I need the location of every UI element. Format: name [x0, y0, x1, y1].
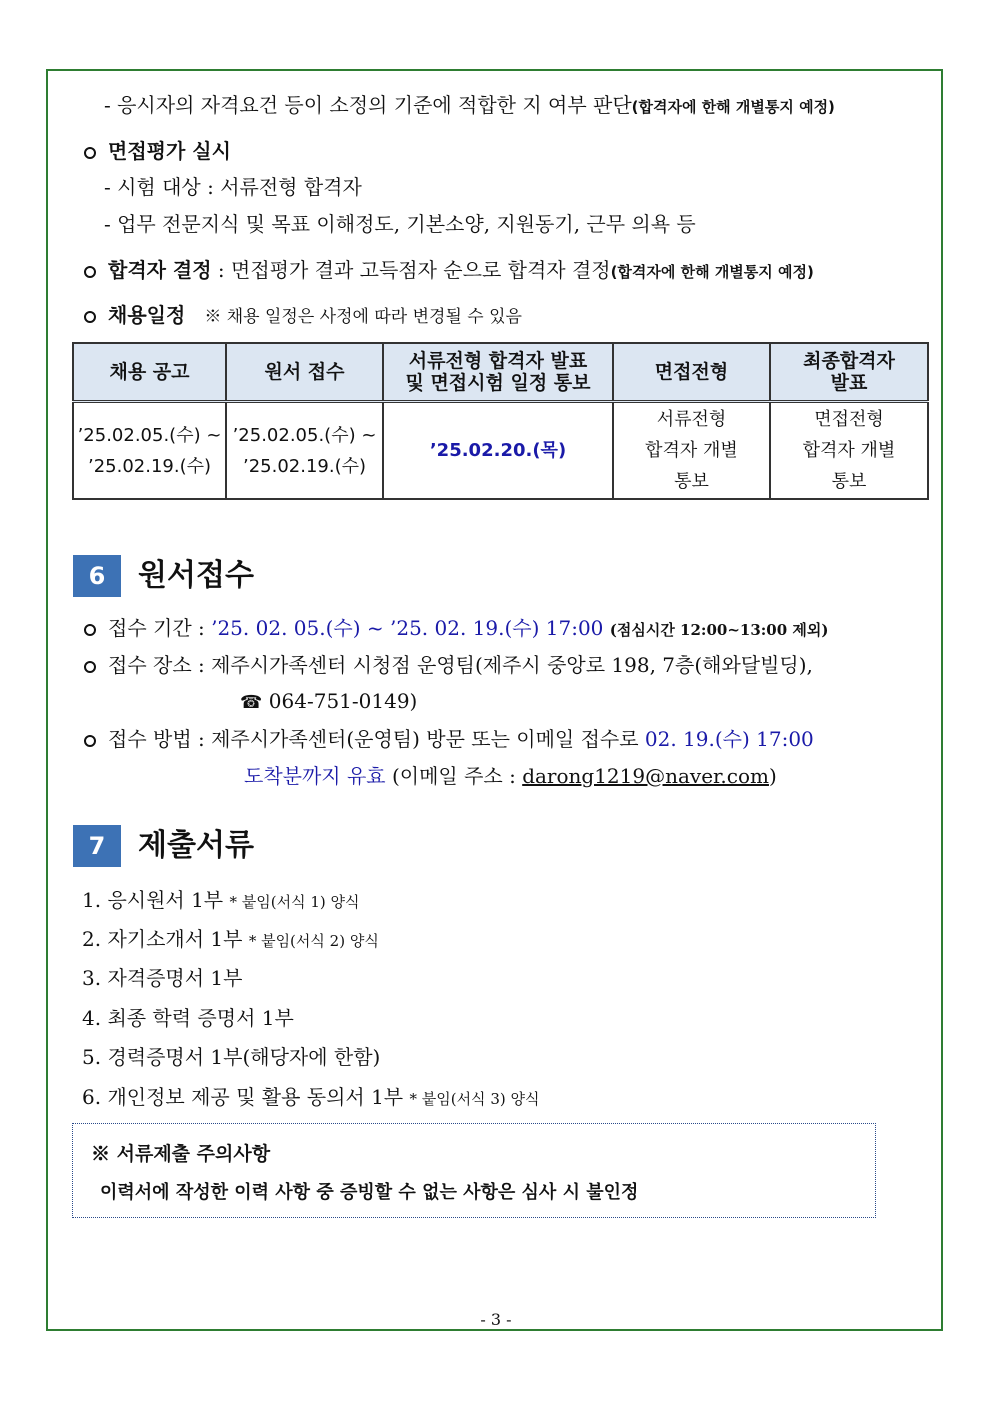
place-value: 제주시가족센터 시청점 운영팀(제주시 중앙로 198, 7층(해와달빌딩), — [211, 653, 813, 677]
page-number: - 3 - — [480, 1310, 512, 1329]
email-link[interactable]: darong1219@naver.com — [522, 764, 769, 788]
header-interview: 면접전형 — [613, 343, 770, 402]
hollow-circle-icon — [84, 735, 96, 747]
hollow-circle-icon — [84, 147, 96, 159]
doc-check-note: (합격자에 한해 개별통지 예정) — [631, 98, 835, 116]
hollow-circle-icon — [84, 266, 96, 278]
schedule-note: ※ 채용 일정은 사정에 따라 변경될 수 있음 — [204, 307, 522, 327]
schedule-table — [72, 342, 929, 500]
header-doc-result: 서류전형 합격자 발표 및 면접시험 일정 통보 — [383, 343, 613, 402]
place-line — [84, 651, 813, 679]
cell-application: ’25.02.05.(수) ~ ’25.02.19.(수) — [226, 402, 383, 500]
header-application: 원서 접수 — [226, 343, 383, 402]
method-deadline: 02. 19.(수) 17:00 — [644, 727, 814, 751]
period-value: ’25. 02. 05.(수) ~ ’25. 02. 19.(수) 17:00 — [211, 616, 604, 640]
interview-title: 면접평가 실시 — [108, 139, 231, 163]
doc-item-text: 4. 최종 학력 증명서 1부 — [82, 1006, 294, 1030]
doc-item — [82, 964, 242, 992]
header-announcement: 채용 공고 — [73, 343, 226, 402]
hollow-circle-icon — [84, 311, 96, 323]
caution-title: ※ 서류제출 주의사항 — [91, 1143, 271, 1165]
place-label: 접수 장소 : — [108, 653, 212, 677]
cell-interview: 서류전형 합격자 개별 통보 — [613, 402, 770, 500]
period-label: 접수 기간 : — [108, 616, 212, 640]
schedule-header-row — [73, 343, 928, 402]
doc-item-text: 2. 자기소개서 1부 — [82, 927, 249, 951]
method-valid: 도착분까지 유효 — [244, 764, 386, 788]
decision-note: (합격자에 한해 개별통지 예정) — [610, 263, 814, 281]
doc-check-line — [104, 91, 835, 121]
caution-text: 이력서에 작성한 이력 사항 중 증빙할 수 없는 사항은 심사 시 불인정 — [100, 1182, 639, 1203]
hollow-circle-icon — [84, 661, 96, 673]
email-close: ) — [768, 764, 777, 788]
interview-target: - 시험 대상 : 서류전형 합격자 — [104, 175, 362, 199]
doc-item-text: 5. 경력증명서 1부(해당자에 한함) — [82, 1045, 381, 1069]
section-7-title: 제출서류 — [138, 828, 254, 863]
method-value: 제주시가족센터(운영팀) 방문 또는 이메일 접수로 — [211, 727, 645, 751]
phone-line — [240, 687, 417, 717]
doc-item-text: 6. 개인정보 제공 및 활용 동의서 1부 — [82, 1085, 410, 1109]
cell-final: 면접전형 합격자 개별 통보 — [770, 402, 928, 500]
doc-item-text: 1. 응시원서 1부 — [82, 888, 230, 912]
cell-doc-result: ’25.02.20.(목) — [383, 402, 613, 500]
section-6-number: 6 — [73, 555, 121, 597]
phone-number: 064-751-0149) — [268, 689, 418, 713]
method-label: 접수 방법 : — [108, 727, 212, 751]
cell-announcement: ’25.02.05.(수) ~ ’25.02.19.(수) — [73, 402, 226, 500]
doc-item-note: * 붙임(서식 1) 양식 — [229, 893, 360, 911]
decision-text: : 면접평가 결과 고득점자 순으로 합격자 결정 — [211, 258, 611, 282]
decision-line — [84, 256, 814, 286]
email-label: (이메일 주소 : — [385, 764, 523, 788]
header-final: 최종합격자 발표 — [770, 343, 928, 402]
caution-box — [72, 1123, 876, 1218]
decision-title: 합격자 결정 — [108, 258, 212, 282]
period-note: (점심시간 12:00~13:00 제외) — [609, 621, 829, 639]
section-6-title: 원서접수 — [138, 558, 254, 593]
doc-item — [82, 1043, 380, 1071]
schedule-row — [73, 402, 928, 500]
doc-item-text: 3. 자격증명서 1부 — [82, 966, 243, 990]
hollow-circle-icon — [84, 624, 96, 636]
telephone-icon: ☎ — [240, 692, 263, 713]
doc-item-note: * 붙임(서식 2) 양식 — [248, 932, 379, 950]
doc-item-note: * 붙임(서식 3) 양식 — [409, 1090, 540, 1108]
schedule-title: 채용일정 — [108, 303, 186, 327]
schedule-heading — [84, 301, 522, 331]
period-line — [84, 614, 828, 644]
doc-item — [82, 886, 359, 916]
method-line-2 — [244, 762, 777, 790]
doc-item — [82, 925, 379, 955]
section-7-number: 7 — [73, 825, 121, 867]
doc-check-text: - 응시자의 자격요건 등이 소정의 기준에 적합한 지 여부 판단 — [104, 93, 632, 117]
interview-heading — [84, 137, 231, 165]
method-line — [84, 725, 814, 753]
doc-item — [82, 1004, 294, 1032]
doc-item — [82, 1083, 539, 1113]
interview-items: - 업무 전문지식 및 목표 이해정도, 기본소양, 지원동기, 근무 의욕 등 — [104, 212, 696, 236]
